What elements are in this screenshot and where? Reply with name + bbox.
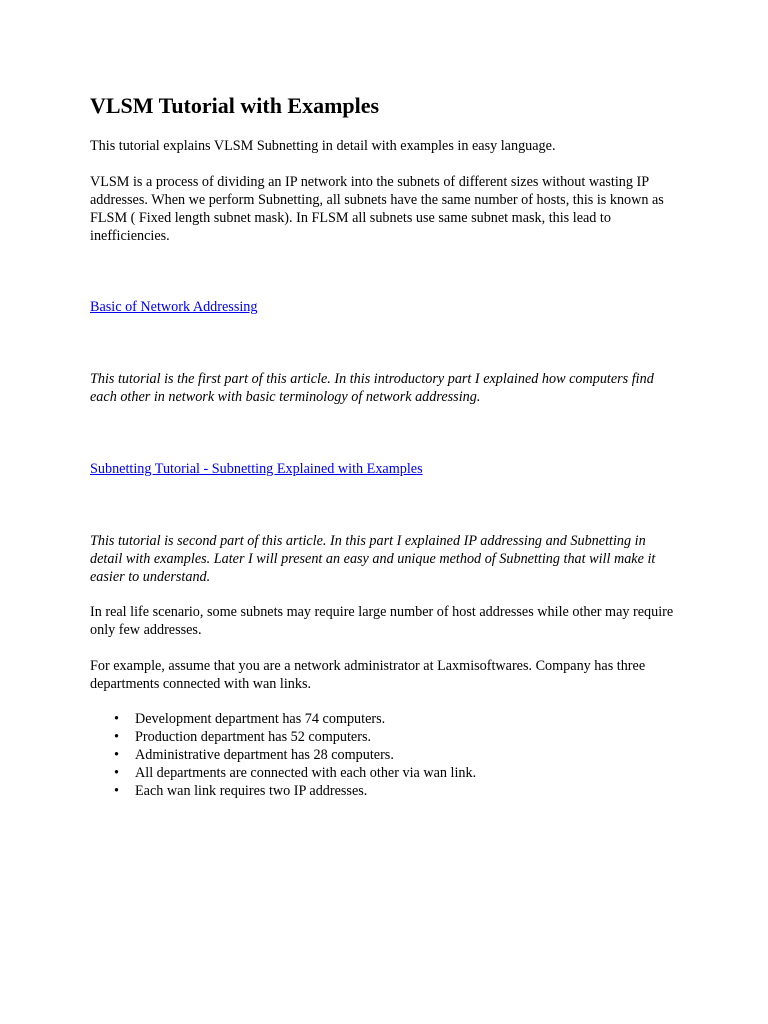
bullet-icon: •	[114, 765, 119, 781]
departments-list	[90, 710, 680, 800]
link-paragraph-1	[90, 298, 680, 316]
intro-paragraph: This tutorial explains VLSM Subnetting in detail with examples in easy language.	[90, 138, 556, 154]
part1-note-paragraph: This tutorial is the first part of this article. In this introductory part I explained how computers find each other in network with basic terminology of network addressing.	[90, 371, 654, 405]
bullet-icon: •	[114, 747, 119, 763]
basic-network-addressing-link[interactable]: Basic of Network Addressing	[90, 299, 258, 315]
list-item	[90, 764, 680, 782]
list-item	[90, 710, 680, 728]
list-item	[90, 746, 680, 764]
page-title: VLSM Tutorial with Examples	[90, 93, 380, 118]
list-item-text: Each wan link requires two IP addresses.	[135, 783, 368, 799]
list-item-text: All departments are connected with each other via wan link.	[135, 765, 477, 781]
vlsm-definition-paragraph: VLSM is a process of dividing an IP network into the subnets of different sizes without wasting IP addresses. When we perform Subnetting, all subnets have the same number of hosts, this is known as FLSM ( Fixed length subnet mask). In FLSM all subnets use same subnet mask, this lead to inefficiencies.	[90, 174, 664, 244]
link-paragraph-2	[90, 460, 680, 478]
list-item-text: Development department has 74 computers.	[135, 711, 386, 727]
bullet-icon: •	[114, 711, 119, 727]
bullet-icon: •	[114, 729, 119, 745]
list-item	[90, 782, 680, 800]
list-item	[90, 728, 680, 746]
subnetting-tutorial-link[interactable]: Subnetting Tutorial - Subnetting Explained with Examples	[90, 461, 423, 477]
real-life-paragraph: In real life scenario, some subnets may require large number of host addresses while other may require only few addresses.	[90, 604, 674, 638]
example-intro-paragraph: For example, assume that you are a network administrator at Laxmisoftwares. Company has three departments connected with wan links.	[90, 658, 646, 692]
part2-note-paragraph: This tutorial is second part of this article. In this part I explained IP addressing and Subnetting in detail with examples. Later I will present an easy and unique method of Subnetting that will make it easier to understand.	[90, 533, 656, 585]
bullet-icon: •	[114, 783, 119, 799]
list-item-text: Production department has 52 computers.	[135, 729, 372, 745]
list-item-text: Administrative department has 28 computers.	[135, 747, 394, 763]
